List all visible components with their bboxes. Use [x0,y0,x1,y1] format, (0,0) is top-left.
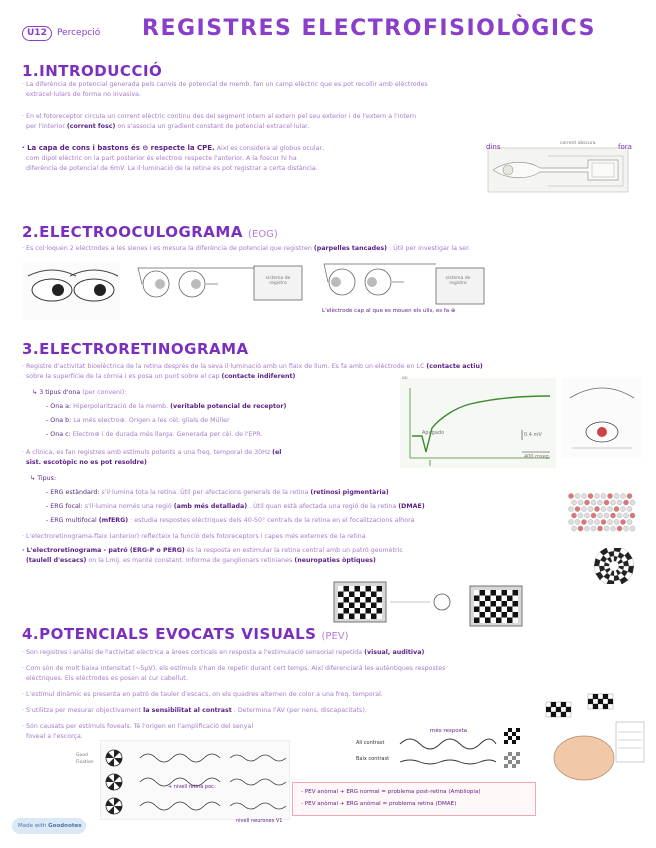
fig-caption: corrent obscura [560,141,596,146]
pev-note-box [292,782,536,816]
sec2-p1-hl: (parpelles tancades) [313,245,388,252]
subject-label: Percepció [56,28,101,38]
sec1-p2b-hl: (corrent fosc) [66,123,116,130]
pev-monitors [330,578,560,634]
sec4-p2a: · Com són de molt baixa intensitat (~5μV), els estímuls s'han de repetir durant cert temps. Així diferenciarà les autèntiques respostes [22,665,446,672]
row-fixation-label: Fixation [76,760,94,765]
sec3-p4a-hl: · L'electroretinograma - patró (ERG-P o PERG) [22,547,185,554]
sec1-p2b-post: on s'associa un gradient constant de potencial extracel·lular. [117,123,310,130]
fig-label-fora: fora [618,143,632,151]
sec3-p1b-hl: (contacte indiferent) [221,373,296,380]
all-contrast-label: All contrast [356,740,385,746]
sec3-p2b: sist. escotòpic no es pot resoldre) [26,459,147,466]
sec2-p1-post: . Útil per investigar la ser. [389,245,471,252]
nivell-retina-label: + nivell retina poc. [168,784,216,790]
made-with-label: Made with [18,823,47,829]
sec1-p2b [26,122,309,132]
sec1-p3b: com dipol elèctric on la part posterior és electro⊖ respecte l'anterior. A la foscor hi ha [26,155,297,162]
erg-focal-text1: s'il·lumina només una regió [84,503,172,510]
wave-b-label: - Ona b: [46,417,72,424]
unit-label: U12 [22,26,52,41]
wave-a-label: - Ona a: [46,403,72,410]
sec3-p1a-pre: · Registre d'activitat bioelèctrica de la retina després de la seva il·luminació amb un flaix de llum. Es fa amb un elèctrode en LC [22,363,425,370]
sec1-p3a-post: Així es considera al globus ocular, [216,145,325,152]
sec3-p4b [26,556,376,566]
sec4-p2b: elèctriques. Els elèctrodes es posen al cur cabellut. [26,675,188,682]
sec1-p3a [22,144,324,154]
sec3-p2a-hl: (el [272,449,282,456]
wave-b-text: La més electro⊕. Origen a les cèl. glials de Müller [73,417,230,424]
sec4-p4 [22,706,367,716]
erg-scale-t: 400 mseg [524,454,549,460]
section-4-title: 4.POTENCIALS EVOCATS VISUALS [22,625,317,643]
section-3-heading: 3.ELECTRORETINOGRAMA [22,340,249,358]
sec3-wave-b [46,416,230,426]
erg-mf-hl: (mfERG) [98,517,129,524]
fig-label-dins: dins [486,143,501,151]
sec3-erg-multifocal [46,516,415,526]
sec1-p1a: · La diferència de potencial generada pels canvis de potencial de memb. fan un camp elèctric que es pot recollir amb elèctrodes [22,81,428,88]
sec3-p3: · L'electroretinograma-flaix (anterior) reflecteix la funció dels fotoreceptors i capes més externes de la retina [22,533,366,540]
erg-label-a: Apagado [422,430,445,436]
eog-box1-label: sistema de registro [265,276,291,286]
contrast-waves [398,734,498,770]
nivell-neurones-label: nivell neurones V1 [236,818,283,824]
row-good-label: Good [76,753,88,758]
contrast-checker-icons [502,726,522,772]
pev-head-illustration [526,682,646,782]
erg-focal-hl2: (DMAE) [398,503,425,510]
erg-std-text: s'il·lumina tota la retina. Útil per afectacions generals de la retina [101,489,309,496]
section-1-heading: 1.INTRODUCCIÓ [22,62,163,80]
sec2-p1-pre: · Es col·loquen 2 elèctrodes a les sienes i es mesura la diferència de potencial que registren [22,245,312,252]
erg-focal-text2: . Útil quan està afectada una regió de la retina [249,503,397,510]
sec4-p5a: · Són causats per estímuls foveals. Té l'origen en l'amplificació del senyal [22,723,254,730]
sec3-p1b [26,372,295,382]
pev-note-2: - PEV anòmal + ERG anòmal = problema retina (DMAE) [301,801,457,807]
wave-a-text: Hiperpolarització de la memb. [73,403,169,410]
sec1-p3a-hl: · La capa de cons i bastons és ⊖ respecte la CPE. [22,144,215,152]
sec4-p3: · L'estímul dinàmic es presenta en patró de tauler d'escacs, on els quadres alternen de color a una freq. temporal. [22,691,383,698]
erg-focal-hl: (amb més detallada) [173,503,248,510]
sec3-wave-a [46,402,286,412]
sec3-p4b-hl2: (neuropaties òptiques) [294,557,376,564]
unit-badge [22,20,100,41]
mes-resposta-label: més resposta [430,728,467,734]
erg-focal-label: - ERG focal: [46,503,83,510]
sec1-p1b: extracel·lulars de forma no invasiva. [26,91,141,98]
sec3-types-intro: ↳ 3 tipus d'ona [32,389,81,396]
wave-c-label: - Ona c: [46,431,71,438]
sec3-p1b-pre: sobre la superfície de la còrnia i es posa un punt sobre el cap [26,373,220,380]
sec3-p4b-post: on la Lmij. es manté constant. Informa de ganglionars retinianes [88,557,293,564]
eog-eyes-sketch [22,262,120,320]
erg-mf-text: : estudia respostes elèctriques dels 40-50° centrals de la retina en el focalitzacions alhora [130,517,415,524]
section-2-heading [22,222,278,241]
sec3-p4b-hl: (taulell d'escacs) [26,557,87,564]
wave-a-hl: (veritable potencial de receptor) [170,403,287,410]
section-2-abbr: (EOG) [248,229,278,240]
sec4-p4-pre: · S'utilitza per mesurar objectivament [22,707,142,714]
sec3-types [32,388,126,398]
sec3-p2a [22,448,281,458]
sec4-p5b: foveal a l'escorça. [26,733,83,740]
erg-corner-label: on [402,376,408,381]
page-title: REGISTRES ELECTROFISIOLÒGICS [142,16,596,41]
goodnotes-badge [12,818,86,834]
erg-std-label: - ERG estàndard: [46,489,100,496]
eog-note: L'elèctrode cap al que es mouen els ulls, es fa ⊕ [322,308,456,314]
low-contrast-label: Baix contrast [356,756,390,762]
sec3-p4a-post: és la resposta en estimular la retina central amb un patró geomètric [186,547,403,554]
section-4-abbr: (PEV) [321,631,349,642]
sec2-p1 [22,244,470,254]
sec3-wave-c [46,430,262,440]
section-2-title: 2.ELECTROOCULOGRAMA [22,223,243,241]
sec1-p2a: · En el fotoreceptor circula un corrent elèctric continu des del segment intern al extern pel seu exterior i de l'extern a l'intern [22,113,417,120]
sec3-types-conv: (per conveni): [82,389,127,396]
sec1-p2b-pre: per l'interior [26,123,65,130]
pev-note-1: - PEV anòmal + ERG normal = problema post-retina (Ambliopia) [301,789,481,795]
goodnotes-label: Goodnotes [48,823,82,829]
perg-radial-pattern [586,548,642,584]
sec3-erg-focal [46,502,425,512]
erg-std-hl: (retinosi pigmentària) [310,489,389,496]
erg-scale-v: 0.4 mV [524,432,542,438]
sec4-p4-post: . Determina l'AV (per nens, discapacitats). [233,707,367,714]
sec3-p1a-hl: (contacte actiu) [426,363,483,370]
section-4-heading [22,624,349,643]
sec3-p4a [22,546,403,556]
erg-eye-sketch [562,378,642,458]
sec3-tips: ↳ Tipus: [30,475,57,482]
sec3-erg-std [46,488,389,498]
sec3-p2a-pre: · A clínica, es fan registres amb estímuls potents a una freq. temporal de 30Hz [22,449,271,456]
wave-c-text: Electro⊕ i de durada més llarga. Generada per cèl. de l'EPR. [72,431,263,438]
sec4-p1-text: · Son registres i anàlisi de l'activitat elèctrica a àrees corticals en resposta a l'estimulació sensorial repetida [22,649,363,656]
pev-stimulus-table [100,740,290,820]
eog-box2-label: sistema de registro [445,276,471,286]
sec1-p3c: diferència de potencial de 6mV. La il·luminació de la retina es pot registrar a certa distància. [26,165,318,172]
mferg-hex-pattern [566,492,636,536]
sec4-p1 [22,648,424,658]
sec4-p4-hl: la sensibilitat al contrast [143,707,232,714]
sec4-p1-hl: (visual, auditiva) [364,649,425,656]
erg-mf-label: - ERG multifocal [46,517,97,524]
sec3-p1a [22,362,483,372]
